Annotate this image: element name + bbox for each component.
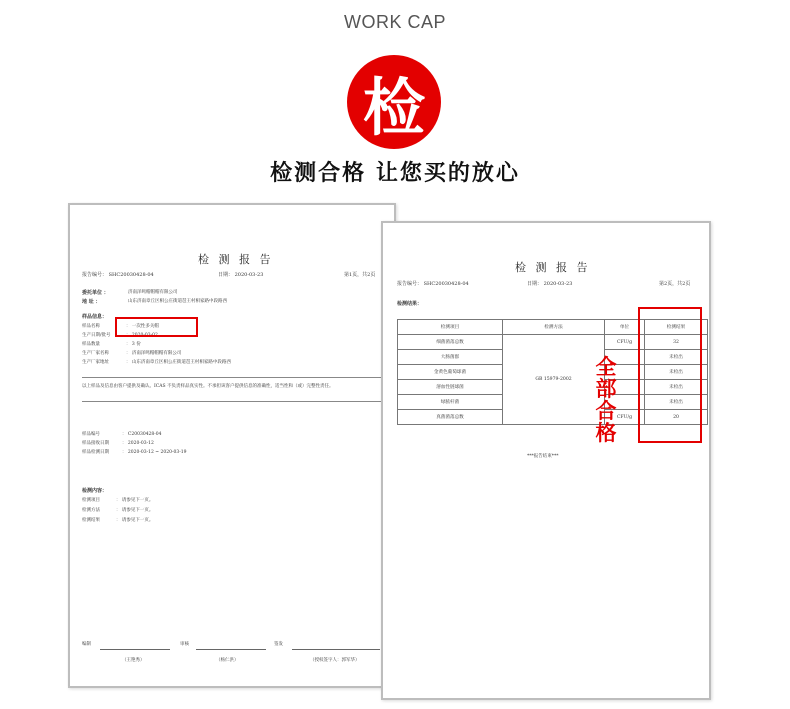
sample-detail-label: 样品编号	[82, 432, 100, 437]
report-date: 日期： 2020-03-23	[218, 272, 264, 278]
sample-row-label: 样品数量	[82, 342, 100, 347]
test-content-row-label: 检测项目	[82, 498, 100, 503]
client-value: 济南泽鸣帽帽帽有限公司	[128, 290, 178, 295]
column-header: 检测项目	[398, 320, 503, 335]
test-content-label: 检测内容：	[82, 488, 108, 494]
column-header: 检测方法	[503, 320, 605, 335]
test-item-cell: 细菌菌落总数	[398, 335, 503, 350]
signature-line	[100, 649, 170, 650]
result-cell: 20	[645, 410, 708, 425]
divider	[82, 377, 382, 378]
sample-row-label: 生产厂家地址	[82, 360, 109, 365]
column-header: 检测结果	[645, 320, 708, 335]
sample-row-value: ： 3 份	[126, 342, 141, 347]
address-label: 地 址 ：	[82, 299, 101, 305]
test-content-row-label: 检测方法	[82, 508, 100, 513]
sample-row-label: 生产厂家名称	[82, 351, 109, 356]
all-qualified-stamp: 全部合格	[595, 355, 617, 445]
address-value: 山东济南章丘区相公庄街道琶王村相家路中段路西	[128, 299, 227, 304]
disclaimer-note: 以上样品及信息由客户提供及确认。ICAS 不负责样品真实性。不承担该客户提供信息的准确性，适当性和（或）完整性责任。	[82, 384, 334, 389]
sample-detail-value: ： 2020-03-12 ~ 2020-03-19	[122, 450, 187, 455]
report-page-2	[381, 221, 711, 700]
report-number: 报告编号： SHC20030428-04	[397, 281, 469, 287]
result-highlight	[638, 307, 702, 443]
sample-row-value: ： 2020-03-02	[126, 333, 158, 338]
test-item-cell: 溶血性链球菌	[398, 380, 503, 395]
report-date: 日期： 2020-03-23	[527, 281, 573, 287]
unit-cell: CFU/g	[605, 410, 645, 425]
result-cell: 未检出	[645, 365, 708, 380]
sample-detail-label: 样品检测日期	[82, 450, 109, 455]
test-content-row-value: ： 请参见下一页。	[116, 508, 154, 513]
signature-line	[292, 649, 380, 650]
sample-row-value: ： 济南泽鸣帽帽帽有限公司	[126, 351, 182, 356]
test-item-cell: 真菌菌落总数	[398, 410, 503, 425]
slogan-heading: 检测合格 让您买的放心	[270, 160, 520, 186]
sample-row-value: ： 山东济南章丘区相公庄街道琶王村相家路中段路西	[126, 360, 231, 365]
signature-line	[196, 649, 266, 650]
client-label: 委托单位 ：	[82, 290, 109, 296]
divider	[82, 401, 382, 402]
sample-info-label: 样品信息：	[82, 314, 108, 320]
test-item-cell: 金黄色葡萄球菌	[398, 365, 503, 380]
test-content-row-label: 检测结果	[82, 518, 100, 523]
sample-name-highlight	[115, 317, 198, 337]
report-title: 检 测 报 告	[198, 253, 274, 266]
inspection-badge: 检	[347, 55, 441, 149]
method-cell: GB 15979-2002	[503, 335, 605, 425]
sample-detail-value: ： 2020-03-12	[122, 441, 154, 446]
sample-detail-label: 样品接收日期	[82, 441, 109, 446]
report-title: 检 测 报 告	[515, 261, 591, 274]
sample-row-label: 生产日期/批号	[82, 333, 111, 338]
unit-cell: CFU/g	[605, 335, 645, 350]
results-label: 检测结果：	[397, 301, 423, 307]
sample-row-label: 样品名称	[82, 324, 100, 329]
reviewer-label: 审核	[180, 642, 189, 647]
reviewer-name: （杨仁洪）	[216, 658, 239, 663]
compiler-label: 编制	[82, 642, 91, 647]
test-content-row-value: ： 请参见下一页。	[116, 518, 154, 523]
report-end-note: ***报告结束***	[527, 454, 559, 459]
sample-row-value: ： 一次性多关帽	[126, 324, 159, 329]
sample-detail-value: ： C20030428-04	[122, 432, 162, 437]
page-number: 第1页，共2页	[344, 272, 376, 278]
report-number: 报告编号： SHC20030428-04	[82, 272, 154, 278]
compiler-name: （王艳秀）	[122, 658, 145, 663]
report-page-1	[68, 203, 396, 688]
test-content-row-value: ： 请参见下一页。	[116, 498, 154, 503]
result-cell: 32	[645, 335, 708, 350]
approver-label: 签发	[274, 642, 283, 647]
result-cell: 未检出	[645, 380, 708, 395]
column-header: 单位	[605, 320, 645, 335]
brand-title: WORK CAP	[343, 12, 446, 32]
approver-name: （授权签字人：郭军华）	[310, 658, 360, 663]
result-cell: 未检出	[645, 350, 708, 365]
test-item-cell: 绿脓杆菌	[398, 395, 503, 410]
page-number: 第2页，共2页	[659, 281, 691, 287]
result-cell: 未检出	[645, 395, 708, 410]
test-item-cell: 大肠菌群	[398, 350, 503, 365]
